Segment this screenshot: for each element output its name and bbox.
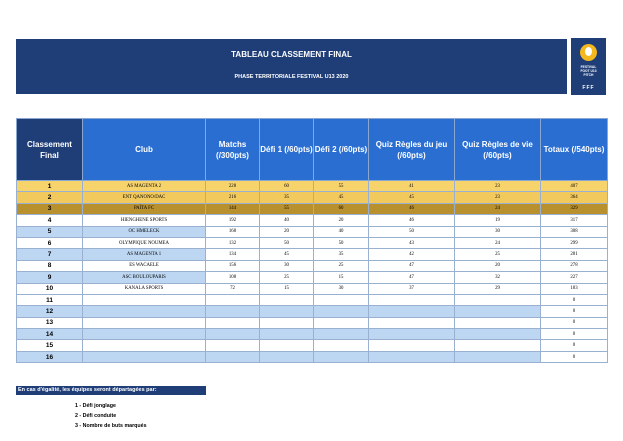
cell-defi1 [260,351,314,362]
table-row [17,249,608,260]
cell-club [83,340,206,351]
cell-rank: 13 [17,317,83,328]
cell-total: 308 [541,226,608,237]
cell-defi1: 45 [260,249,314,260]
page-title: TABLEAU CLASSEMENT FINAL [231,50,352,59]
cell-rank: 14 [17,329,83,340]
cell-total: 0 [541,351,608,362]
tiebreak-criterion: 1 - Défi jonglage [75,403,116,409]
cell-quiz-jeu: 50 [369,226,455,237]
cell-quiz-jeu [369,329,455,340]
cell-rank: 1 [17,181,83,192]
cell-defi1: 30 [260,260,314,271]
col-header-rank: Classement Final [17,119,83,181]
cell-rank: 10 [17,283,83,294]
cell-defi1: 40 [260,215,314,226]
cell-total: 0 [541,294,608,305]
cell-quiz-vie [455,351,541,362]
cell-quiz-jeu [369,294,455,305]
cell-club: OLYMPIQUE NOUMEA [83,237,206,248]
col-header-total: Totaux (/540pts) [541,119,608,181]
table-row [17,237,608,248]
table-row [17,340,608,351]
cell-club: HIENGHENE SPORTS [83,215,206,226]
cell-defi2: 30 [314,283,369,294]
cell-quiz-vie: 32 [455,272,541,283]
cell-defi2: 25 [314,260,369,271]
cell-defi1 [260,306,314,317]
cell-club: AS MAGENTA 2 [83,181,206,192]
cell-matchs: 72 [206,283,260,294]
cell-defi2: 45 [314,192,369,203]
cell-quiz-jeu: 47 [369,260,455,271]
cell-defi1 [260,294,314,305]
cell-quiz-jeu: 37 [369,283,455,294]
cell-defi2: 35 [314,249,369,260]
cell-club: AS MAGENTA 1 [83,249,206,260]
table-row [17,317,608,328]
cell-defi1: 55 [260,203,314,214]
table-row [17,215,608,226]
cell-defi2 [314,317,369,328]
cell-quiz-jeu: 46 [369,203,455,214]
cell-matchs: 156 [206,260,260,271]
cell-club: PAÏTA FC [83,203,206,214]
col-header-quiz-jeu: Quiz Règles du jeu (/60pts) [369,119,455,181]
cell-defi2: 50 [314,237,369,248]
cell-defi2: 20 [314,215,369,226]
fff-logo [571,38,606,95]
cell-rank: 16 [17,351,83,362]
cell-total: 278 [541,260,608,271]
cell-quiz-jeu: 41 [369,181,455,192]
cell-club: ES WACAELE [83,260,206,271]
page-subtitle: PHASE TERRITORIALE FESTIVAL U13 2020 [234,74,349,80]
ranking-table [16,118,608,363]
cell-rank: 6 [17,237,83,248]
cell-defi2 [314,329,369,340]
table-row [17,351,608,362]
cell-quiz-jeu: 45 [369,192,455,203]
cell-matchs: 134 [206,249,260,260]
cell-defi2 [314,294,369,305]
cell-club [83,329,206,340]
cell-club: OC HMELECK [83,226,206,237]
ball-icon [580,44,597,61]
cell-club: KANALA SPORTS [83,283,206,294]
cell-quiz-vie: 25 [455,249,541,260]
cell-total: 0 [541,329,608,340]
col-header-club: Club [83,119,206,181]
cell-quiz-vie [455,306,541,317]
cell-rank: 8 [17,260,83,271]
cell-defi1: 25 [260,272,314,283]
cell-quiz-jeu [369,306,455,317]
cell-defi2 [314,306,369,317]
cell-defi1: 60 [260,181,314,192]
cell-club [83,294,206,305]
table-row [17,329,608,340]
cell-total: 0 [541,317,608,328]
cell-quiz-vie: 19 [455,215,541,226]
cell-defi2 [314,340,369,351]
cell-rank: 15 [17,340,83,351]
table-row [17,260,608,271]
table-row [17,181,608,192]
cell-total: 329 [541,203,608,214]
cell-total: 183 [541,283,608,294]
table-row [17,294,608,305]
cell-quiz-jeu [369,317,455,328]
cell-total: 0 [541,306,608,317]
cell-quiz-vie: 30 [455,226,541,237]
cell-quiz-vie: 29 [455,283,541,294]
cell-club: ASC BOULOUPARIS [83,272,206,283]
table-row [17,283,608,294]
cell-matchs: 192 [206,215,260,226]
cell-quiz-vie: 20 [455,260,541,271]
table-header-row [17,119,608,181]
cell-matchs: 108 [206,272,260,283]
col-header-defi1: Défi 1 (/60pts) [260,119,314,181]
cell-quiz-vie [455,317,541,328]
cell-matchs: 144 [206,203,260,214]
cell-defi2: 55 [314,181,369,192]
cell-club [83,317,206,328]
tiebreak-criterion: 2 - Défi conduite [75,413,117,419]
table-row [17,192,608,203]
cell-defi1: 20 [260,226,314,237]
cell-matchs [206,340,260,351]
cell-quiz-jeu: 43 [369,237,455,248]
cell-total: 317 [541,215,608,226]
cell-rank: 12 [17,306,83,317]
cell-rank: 4 [17,215,83,226]
logo-brand: FFF [582,85,595,91]
cell-defi1 [260,317,314,328]
cell-total: 0 [541,340,608,351]
cell-club [83,351,206,362]
cell-quiz-vie: 23 [455,181,541,192]
cell-matchs [206,306,260,317]
cell-total: 407 [541,181,608,192]
col-header-defi2: Défi 2 (/60pts) [314,119,369,181]
cell-quiz-vie: 23 [455,192,541,203]
cell-defi1: 15 [260,283,314,294]
cell-total: 299 [541,237,608,248]
col-header-quiz-vie: Quiz Règles de vie (/60pts) [455,119,541,181]
title-banner [16,39,567,94]
cell-matchs [206,294,260,305]
cell-club [83,306,206,317]
cell-rank: 11 [17,294,83,305]
cell-defi2 [314,351,369,362]
col-header-matchs: Matchs (/300pts) [206,119,260,181]
cell-quiz-jeu: 47 [369,272,455,283]
cell-defi2: 60 [314,203,369,214]
cell-matchs [206,351,260,362]
cell-quiz-jeu [369,340,455,351]
cell-matchs: 216 [206,192,260,203]
tiebreak-criterion: 3 - Nombre de buts marqués [75,423,147,429]
cell-matchs [206,317,260,328]
cell-quiz-vie: 24 [455,237,541,248]
cell-rank: 5 [17,226,83,237]
cell-defi1: 50 [260,237,314,248]
cell-total: 281 [541,249,608,260]
cell-matchs: 228 [206,181,260,192]
cell-rank: 9 [17,272,83,283]
cell-rank: 2 [17,192,83,203]
cell-defi1 [260,340,314,351]
table-row [17,226,608,237]
tiebreak-title: En cas d'égalité, les équipes seront départagées par: [16,386,206,395]
logo-text: FESTIVAL FOOT U13 PITCH [580,65,597,77]
cell-defi1 [260,329,314,340]
cell-rank: 3 [17,203,83,214]
table-row [17,272,608,283]
cell-defi2: 40 [314,226,369,237]
cell-total: 364 [541,192,608,203]
cell-quiz-vie [455,329,541,340]
cell-club: ENT QANONO/DAC [83,192,206,203]
cell-matchs: 168 [206,226,260,237]
cell-total: 227 [541,272,608,283]
cell-quiz-jeu: 42 [369,249,455,260]
cell-matchs: 132 [206,237,260,248]
table-row [17,203,608,214]
cell-defi1: 35 [260,192,314,203]
cell-quiz-jeu [369,351,455,362]
cell-quiz-vie: 24 [455,203,541,214]
cell-rank: 7 [17,249,83,260]
table-row [17,306,608,317]
cell-defi2: 15 [314,272,369,283]
cell-quiz-vie [455,294,541,305]
cell-matchs [206,329,260,340]
cell-quiz-vie [455,340,541,351]
cell-quiz-jeu: 46 [369,215,455,226]
